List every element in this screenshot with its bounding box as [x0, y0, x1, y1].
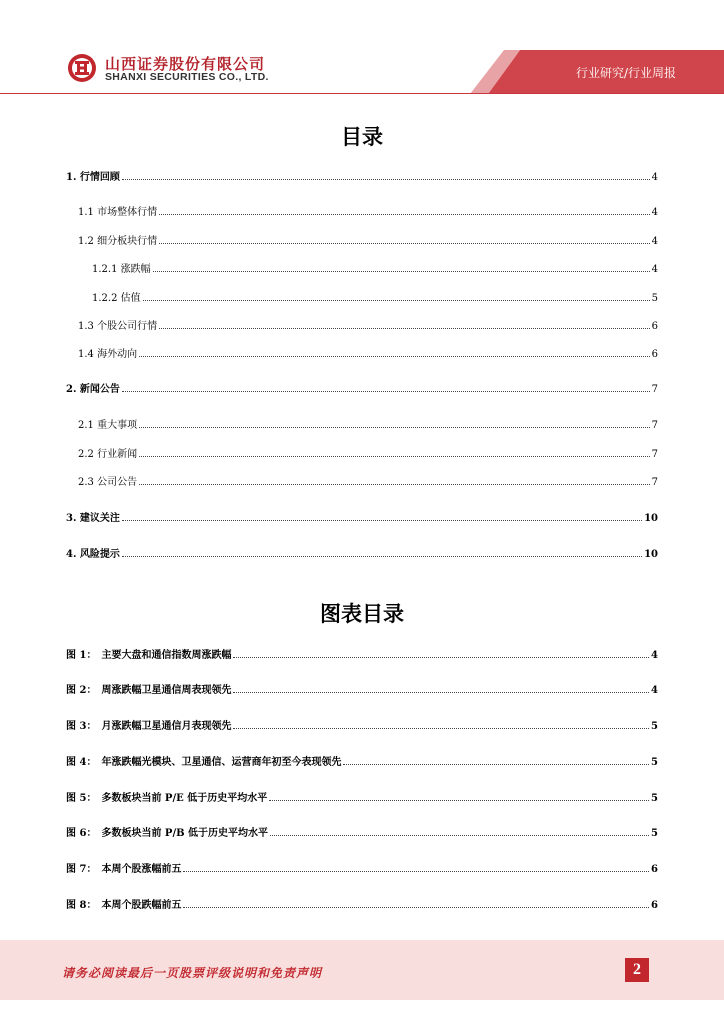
page-number: 2	[625, 958, 649, 982]
dot-leader	[139, 427, 650, 428]
dot-leader	[159, 214, 650, 215]
toc-entry-page: 7	[651, 420, 658, 431]
dot-leader	[139, 356, 650, 357]
figure-entry[interactable]	[66, 788, 658, 804]
figure-entry-page: 6	[651, 864, 658, 875]
toc-entry[interactable]	[78, 316, 658, 332]
dot-leader	[270, 835, 649, 836]
toc-entry-page: 7	[651, 449, 658, 460]
toc-entry-label: 3. 建议关注	[66, 513, 120, 524]
figure-entry[interactable]	[66, 680, 658, 696]
figure-entry-page: 4	[651, 685, 658, 696]
dot-leader	[343, 764, 649, 765]
figure-entry-label: 图 2： 周涨跌幅卫星通信周表现领先	[66, 685, 232, 696]
figure-entry[interactable]	[66, 752, 658, 768]
toc-entry-page: 7	[651, 384, 658, 395]
company-name-en: SHANXI SECURITIES CO., LTD.	[105, 71, 269, 83]
figure-entry-label: 图 8： 本周个股跌幅前五	[66, 900, 182, 911]
toc-entry-label: 1.2.1 涨跌幅	[92, 264, 151, 275]
company-name-cn: 山西证券股份有限公司	[105, 55, 266, 73]
figure-entry-label: 图 7： 本周个股涨幅前五	[66, 864, 182, 875]
figure-entry-page: 5	[651, 757, 658, 768]
toc-entry-label: 2. 新闻公告	[66, 384, 120, 395]
dot-leader	[233, 692, 649, 693]
toc-entry-label: 1.2.2 估值	[92, 293, 141, 304]
page-header	[0, 0, 724, 100]
dot-leader	[159, 328, 650, 329]
disclaimer-notice: 请务必阅读最后一页股票评级说明和免责声明	[62, 966, 323, 980]
figures-title: 图表目录	[320, 602, 404, 626]
toc-entry-label: 1. 行情回顾	[66, 172, 120, 183]
dot-leader	[269, 800, 649, 801]
toc-entry-page: 10	[644, 513, 658, 524]
toc-entry[interactable]	[92, 259, 658, 275]
dot-leader	[122, 520, 642, 521]
figure-entry-label: 图 6： 多数板块当前 P/B 低于历史平均水平	[66, 828, 269, 839]
figure-entry-page: 5	[651, 721, 658, 732]
figure-entry-page: 6	[651, 900, 658, 911]
figure-entry[interactable]	[66, 895, 658, 911]
toc-title: 目录	[341, 125, 383, 149]
toc-entry-page: 6	[651, 321, 658, 332]
dot-leader	[122, 556, 642, 557]
figure-entry[interactable]	[66, 716, 658, 732]
figure-entry[interactable]	[66, 823, 658, 839]
header-divider	[0, 93, 724, 94]
toc-entry[interactable]	[66, 167, 658, 183]
figure-entry[interactable]	[66, 645, 658, 661]
toc-entry-label: 1.4 海外动向	[78, 349, 138, 360]
toc-entry-page: 10	[644, 549, 658, 560]
toc-entry-page: 7	[651, 477, 658, 488]
toc-entry[interactable]	[66, 508, 658, 524]
company-logo-icon	[67, 53, 97, 83]
figure-entry-label: 图 1： 主要大盘和通信指数周涨跌幅	[66, 650, 232, 661]
toc-entry[interactable]	[78, 415, 658, 431]
figure-entry-page: 5	[651, 828, 658, 839]
dot-leader	[159, 243, 650, 244]
toc-entry[interactable]	[78, 444, 658, 460]
toc-entry[interactable]	[92, 288, 658, 304]
toc-entry[interactable]	[78, 202, 658, 218]
dot-leader	[139, 484, 650, 485]
dot-leader	[122, 179, 650, 180]
toc-entry-page: 4	[651, 172, 658, 183]
toc-entry-label: 2.3 公司公告	[78, 477, 138, 488]
dot-leader	[233, 657, 649, 658]
toc-entry-page: 4	[651, 207, 658, 218]
toc-entry[interactable]	[66, 544, 658, 560]
toc-entry[interactable]	[78, 344, 658, 360]
dot-leader	[143, 300, 650, 301]
figure-entry-page: 5	[651, 793, 658, 804]
figure-entry-label: 图 4： 年涨跌幅光模块、卫星通信、运营商年初至今表现领先	[66, 757, 342, 768]
toc-entry-page: 4	[651, 264, 658, 275]
dot-leader	[139, 456, 650, 457]
toc-entry-label: 1.3 个股公司行情	[78, 321, 158, 332]
toc-entry-page: 6	[651, 349, 658, 360]
figure-entry-label: 图 3： 月涨跌幅卫星通信月表现领先	[66, 721, 232, 732]
figure-entry-label: 图 5： 多数板块当前 P/E 低于历史平均水平	[66, 793, 268, 804]
toc-entry-label: 1.2 细分板块行情	[78, 236, 158, 247]
toc-entry-page: 4	[651, 236, 658, 247]
report-category: 行业研究/行业周报	[575, 66, 676, 80]
dot-leader	[183, 907, 649, 908]
toc-entry-label: 1.1 市场整体行情	[78, 207, 158, 218]
dot-leader	[183, 871, 649, 872]
dot-leader	[153, 271, 650, 272]
toc-entry[interactable]	[78, 231, 658, 247]
toc-entry-label: 4. 风险提示	[66, 549, 120, 560]
dot-leader	[233, 728, 649, 729]
toc-entry[interactable]	[66, 379, 658, 395]
toc-entry-page: 5	[651, 293, 658, 304]
toc-entry[interactable]	[78, 472, 658, 488]
figure-entry[interactable]	[66, 859, 658, 875]
toc-entry-label: 2.1 重大事项	[78, 420, 138, 431]
toc-entry-label: 2.2 行业新闻	[78, 449, 138, 460]
dot-leader	[122, 391, 650, 392]
figure-entry-page: 4	[651, 650, 658, 661]
